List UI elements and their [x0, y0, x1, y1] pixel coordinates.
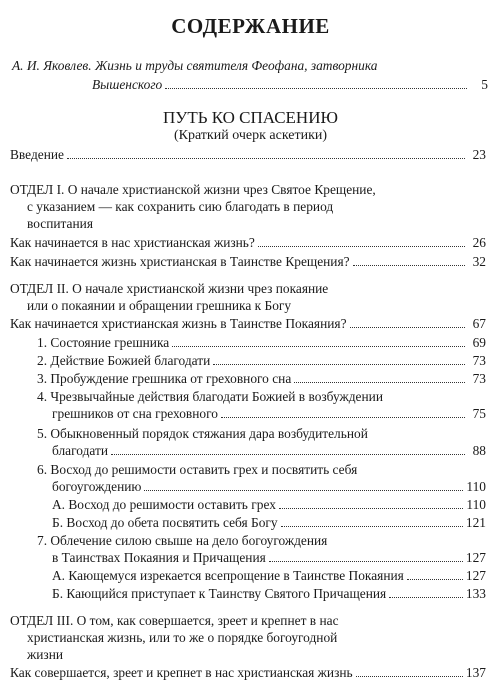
page-number: 67 — [472, 316, 486, 331]
toc-entry[interactable] — [10, 234, 486, 251]
entry-title: благодати — [52, 443, 109, 458]
leader-dots — [353, 253, 465, 266]
toc-entry[interactable] — [52, 496, 486, 513]
part-heading: ОТДЕЛ I. О начале христианской жизни чрез Святое Крещение, — [10, 182, 376, 197]
entry-title: Как начинается жизнь христианская в Таинстве Крещения? — [10, 254, 350, 269]
leader-dots — [258, 234, 465, 247]
leader-dots — [111, 442, 465, 455]
entry-title: Введение — [10, 147, 64, 162]
page-number: 23 — [472, 147, 486, 162]
page-number: 73 — [472, 371, 486, 386]
entry-title: 7. Облечение силою свыше на дело богоугождения — [37, 533, 328, 548]
leader-dots — [67, 146, 465, 159]
entry-title: 6. Восход до решимости оставить грех и посвятить себя — [37, 462, 358, 477]
page-number: 110 — [466, 497, 486, 512]
entry-title: Как начинается христианская жизнь в Таинстве Покаяния? — [10, 316, 347, 331]
entry-title: Как совершается, зреет и крепнет в нас христианская жизнь — [10, 665, 353, 680]
leader-dots — [279, 496, 463, 509]
page-number: 137 — [465, 665, 486, 680]
section-title: ПУТЬ КО СПАСЕНИЮ — [163, 108, 338, 127]
page-number: 69 — [472, 335, 486, 350]
entry-title: 4. Чрезвычайные действия благодати Божией в возбуждении — [37, 389, 384, 404]
entry-title: Б. Восход до обета посвятить себя Богу — [52, 515, 278, 530]
leader-dots — [213, 352, 465, 365]
page-number: 32 — [472, 254, 486, 269]
page-number: 127 — [465, 568, 486, 583]
section-subtitle: (Краткий очерк аскетики) — [173, 128, 328, 143]
intro-entry[interactable] — [12, 76, 488, 93]
leader-dots — [389, 585, 463, 598]
entry-title: Б. Кающийся приступает к Таинству Святого Причащения — [52, 586, 387, 601]
intro-line-1 — [12, 57, 488, 74]
page-number: 133 — [465, 586, 486, 601]
toc-entry[interactable] — [37, 352, 486, 369]
page-number: 75 — [472, 406, 486, 421]
toc-entry[interactable] — [10, 664, 486, 681]
toc-entry[interactable] — [52, 442, 486, 459]
toc-entry[interactable] — [37, 370, 486, 387]
entry-title: Как начинается в нас христианская жизнь? — [10, 235, 255, 250]
entry-title: 2. Действие Божией благодати — [37, 353, 211, 368]
leader-dots — [144, 478, 463, 491]
leader-dots — [407, 567, 463, 580]
toc-entry[interactable] — [52, 478, 486, 495]
intro-title-2: Вышенского — [92, 77, 163, 92]
part-heading: жизни — [27, 647, 64, 662]
entry-title: в Таинствах Покаяния и Причащения — [52, 550, 266, 565]
entry-title: А. Кающемуся изрекается всепрощение в Таинстве Покаяния — [52, 568, 404, 583]
toc-entry[interactable] — [10, 315, 486, 332]
leader-dots — [294, 370, 465, 383]
page-number: 73 — [472, 353, 486, 368]
part-heading: или о покаянии и обращении грешника к Богу — [27, 298, 292, 313]
leader-dots — [356, 664, 463, 677]
intro-title-1: Жизнь и труды святителя Феофана, затворника — [94, 58, 378, 73]
entry-title: 5. Обыкновенный порядок стяжания дара возбудительной — [37, 426, 368, 441]
toc-entry[interactable] — [37, 334, 486, 351]
part-heading: ОТДЕЛ II. О начале христианской жизни чрез покаяние — [10, 281, 329, 296]
page-number: 5 — [481, 77, 488, 92]
entry-title: А. Восход до решимости оставить грех — [52, 497, 276, 512]
toc-entry[interactable] — [52, 405, 486, 422]
leader-dots — [221, 405, 465, 418]
page-number: 127 — [465, 550, 486, 565]
leader-dots — [165, 76, 467, 89]
part-heading: с указанием — как сохранить сию благодать в период — [27, 199, 334, 214]
toc-entry[interactable] — [52, 549, 486, 566]
toc-entry[interactable] — [52, 514, 486, 531]
leader-dots — [281, 514, 463, 527]
entry-title: грешников от сна греховного — [52, 406, 218, 421]
part-heading: воспитания — [27, 216, 93, 231]
page-number: 110 — [466, 479, 486, 494]
page-number: 26 — [472, 235, 486, 250]
entry-title: 1. Состояние грешника — [37, 335, 170, 350]
page-number: 88 — [472, 443, 486, 458]
entry-title: 3. Пробуждение грешника от греховного сна — [37, 371, 292, 386]
toc-entry[interactable] — [52, 567, 486, 584]
intro-author: А. И. Яковлев. — [12, 58, 92, 73]
toc-entry[interactable] — [52, 585, 486, 602]
toc-entry[interactable] — [10, 253, 486, 270]
page-title: СОДЕРЖАНИЕ — [171, 14, 330, 38]
leader-dots — [269, 549, 463, 562]
part-heading: христианская жизнь, или то же о порядке богоугодной — [27, 630, 338, 645]
part-heading: ОТДЕЛ III. О том, как совершается, зреет и крепнет в нас — [10, 613, 339, 628]
leader-dots — [172, 334, 465, 347]
leader-dots — [350, 315, 465, 328]
page-number: 121 — [465, 515, 486, 530]
toc-entry[interactable] — [10, 146, 486, 163]
entry-title: богоугождению — [52, 479, 142, 494]
